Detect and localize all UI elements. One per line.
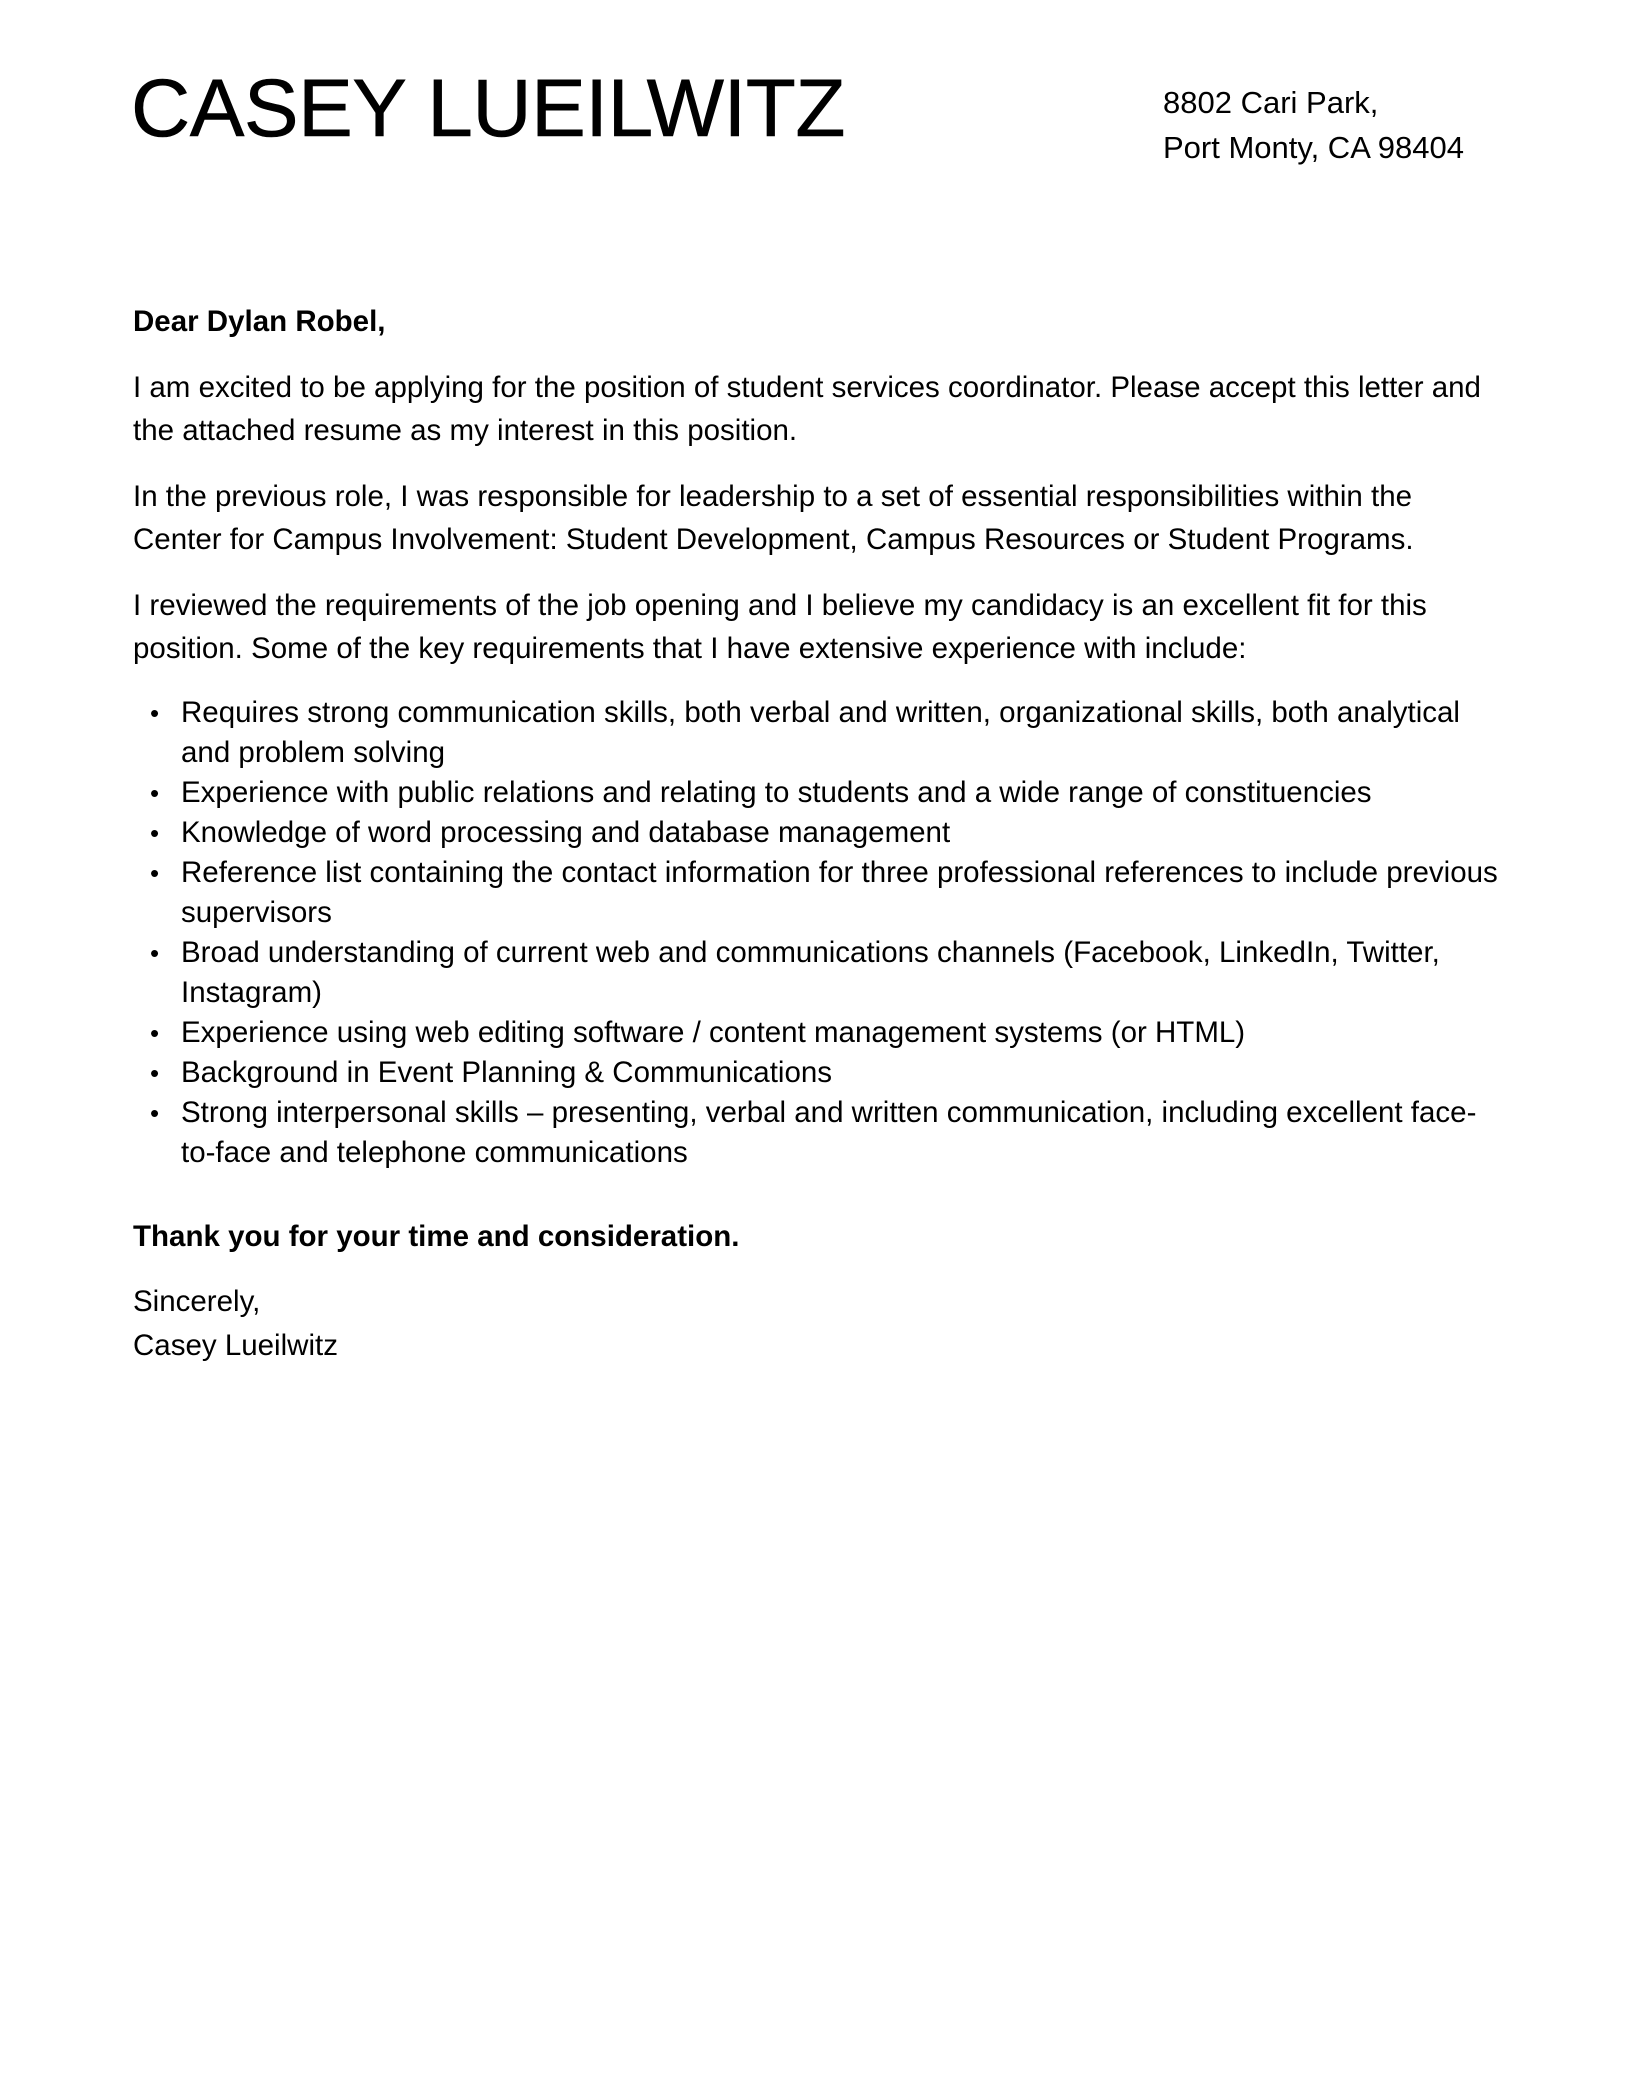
list-item-text: Strong interpersonal skills – presenting, verbal and written communication, including excellent face-to-face and telephone communications <box>181 1095 1477 1169</box>
address-line-1: 8802 Cari Park, <box>1163 85 1379 120</box>
paragraph-intro: I am excited to be applying for the position of student services coordinator. Please accept this letter and the attached resume as my interest in this position. <box>133 370 1481 447</box>
bullet-icon: • <box>150 1097 160 1128</box>
list-item <box>133 853 1503 933</box>
bullet-icon: • <box>150 1057 160 1088</box>
list-item-text: Reference list containing the contact information for three professional references to include previous supervisors <box>181 855 1498 929</box>
applicant-address <box>1163 80 1464 170</box>
requirements-list <box>133 693 1503 1173</box>
list-item <box>133 933 1503 1013</box>
bullet-icon: • <box>150 1017 160 1048</box>
paragraph-previous-role: In the previous role, I was responsible for leadership to a set of essential responsibilities within the Center for Campus Involvement: Student Development, Campus Resources or Student Programs. <box>133 479 1414 556</box>
bullet-icon: • <box>150 817 160 848</box>
list-item <box>133 773 1503 813</box>
list-item <box>133 813 1503 853</box>
letter-body <box>133 300 1503 1367</box>
list-item-text: Background in Event Planning & Communications <box>181 1055 833 1089</box>
bullet-icon: • <box>150 697 160 728</box>
signature-name: Casey Lueilwitz <box>133 1328 338 1362</box>
list-item-text: Experience using web editing software / content management systems (or HTML) <box>181 1015 1246 1049</box>
list-item-text: Knowledge of word processing and database management <box>181 815 951 849</box>
signoff-block <box>133 1280 1503 1367</box>
list-item-text: Requires strong communication skills, both verbal and written, organizational skills, both analytical and problem solving <box>181 695 1460 769</box>
list-item <box>133 693 1503 773</box>
list-item-text: Broad understanding of current web and communications channels (Facebook, LinkedIn, Twitter, Instagram) <box>181 935 1440 1009</box>
bullet-icon: • <box>150 937 160 968</box>
applicant-name: CASEY LUEILWITZ <box>131 63 845 154</box>
address-line-2: Port Monty, CA 98404 <box>1163 130 1464 165</box>
bullet-icon: • <box>150 777 160 808</box>
salutation: Dear Dylan Robel, <box>133 305 386 338</box>
list-item-text: Experience with public relations and relating to students and a wide range of constituencies <box>181 775 1372 809</box>
bullet-icon: • <box>150 857 160 888</box>
signoff: Sincerely, <box>133 1285 261 1318</box>
paragraph-requirements-intro: I reviewed the requirements of the job opening and I believe my candidacy is an excellent fit for this position. Some of the key requirements that I have extensive experience with include: <box>133 588 1427 665</box>
list-item <box>133 1053 1503 1093</box>
list-item <box>133 1093 1503 1173</box>
closing-statement: Thank you for your time and consideration. <box>133 1219 740 1253</box>
list-item <box>133 1013 1503 1053</box>
